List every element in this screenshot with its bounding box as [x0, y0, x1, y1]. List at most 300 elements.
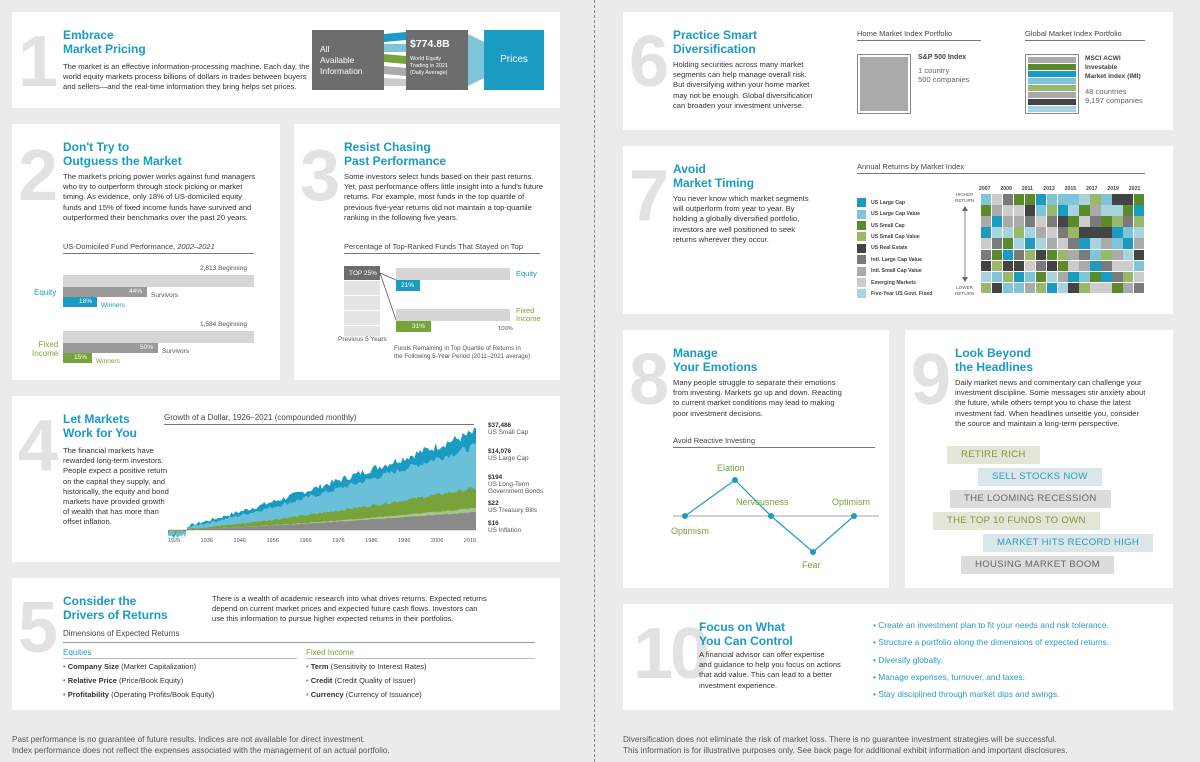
fixed-survivors-text: Survivors	[162, 348, 190, 355]
return-cell	[1014, 205, 1024, 216]
return-cell	[1101, 194, 1111, 205]
return-cell	[1047, 227, 1057, 238]
return-cell	[1058, 205, 1068, 216]
section-title: Consider the Drivers of Returns	[63, 594, 168, 622]
legend-item	[857, 228, 920, 238]
return-cell	[1025, 283, 1035, 294]
return-cell	[1123, 194, 1133, 205]
equity-label: Equity	[34, 288, 57, 297]
caption-rule	[857, 173, 1145, 174]
return-cell	[1123, 261, 1133, 272]
series-label	[488, 422, 528, 436]
previous-label: Previous 5 Years	[338, 336, 387, 343]
legend-label: Intl. Large Cap Value	[871, 256, 923, 263]
global-stripe-4	[1028, 78, 1076, 84]
fixed-stay-value: 31%	[412, 323, 426, 330]
return-cell	[1036, 250, 1046, 261]
legend-label: US Real Estate	[871, 245, 908, 252]
global-index: MSCI ACWI Investable Market Index (IMI)	[1085, 55, 1141, 80]
chart-caption: Percentage of Top-Ranked Funds That Stayed on Top	[344, 242, 523, 251]
section-9-card	[905, 330, 1173, 588]
return-cell	[1123, 238, 1133, 249]
return-cell	[1112, 272, 1122, 283]
legend-label: Emerging Markets	[871, 279, 916, 286]
equity-stay-label: Equity	[516, 269, 537, 278]
section-title: Don't Try to Outguess the Market	[63, 140, 182, 168]
return-cell	[1014, 250, 1024, 261]
growth-chart	[164, 426, 480, 544]
legend-label: US Small Cap	[871, 222, 905, 229]
equity-dimension-profitability: • Profitability (Operating Profits/Book Equity)	[63, 690, 215, 699]
year-label: 2017	[1086, 186, 1098, 192]
return-cell	[1134, 216, 1144, 227]
return-cell	[981, 205, 991, 216]
legend-item	[857, 217, 905, 227]
x-tick-label: 1966	[299, 538, 312, 544]
series-name: US Long-Term Government Bonds	[488, 481, 544, 496]
legend-label: Five-Year US Govt. Fixed	[871, 290, 933, 297]
return-cell	[1068, 283, 1078, 294]
return-cell	[1101, 272, 1111, 283]
section-number: 6	[629, 22, 667, 102]
section-body: You never know which market segments will outperform from year to year. By holding a globally diversified portfolio, investors are well positioned to seek returns wherever they occur.	[673, 194, 809, 244]
section-body: Some investors select funds based on their past returns. Yet, past performance offers little insight into a fund's future returns. For example, most funds in the top quartile of previous five-year returns did not maintain a top-quartile ranking in the following five years.	[344, 172, 544, 222]
fear-point	[810, 549, 816, 555]
timing-years	[981, 186, 1145, 194]
return-cell	[1068, 250, 1078, 261]
return-cell	[981, 216, 991, 227]
return-cell	[1101, 227, 1111, 238]
headline-housing-boom: HOUSING MARKET BOOM	[961, 556, 1114, 574]
return-cell	[1112, 216, 1122, 227]
legend-item	[857, 205, 921, 218]
section-number: 4	[18, 406, 56, 486]
return-cell	[1047, 205, 1057, 216]
equities-heading: Equities	[63, 648, 92, 657]
equity-survivors-text: Survivors	[151, 292, 179, 299]
chart-caption: Annual Returns by Market Index	[857, 162, 965, 171]
x-tick-label: 1936	[200, 538, 214, 544]
series-value: $22	[488, 500, 499, 507]
return-cell	[1003, 261, 1013, 272]
global-detail: 48 countries 9,197 companies	[1085, 87, 1143, 105]
control-bullet-discipline: • Stay disciplined through market dips and swings.	[873, 689, 1060, 699]
chart-caption: US-Domiciled Fund Performance, 2002–2021	[63, 242, 215, 251]
legend-item	[857, 274, 916, 284]
emotion-nervousness: Nervousness	[736, 497, 789, 507]
nervousness-point	[768, 513, 774, 519]
return-cell	[1003, 238, 1013, 249]
section-title: Let Markets Work for You	[63, 412, 138, 440]
return-cell	[1134, 250, 1144, 261]
series-label	[488, 448, 529, 462]
caption-rule	[673, 447, 875, 448]
return-cell	[1079, 250, 1089, 261]
year-label: 2011	[1021, 186, 1034, 192]
home-portfolio-box	[857, 54, 911, 114]
return-cell	[1079, 205, 1089, 216]
legend-label: US Large Cap Value	[871, 211, 921, 218]
fixed-winners-text: Winners	[96, 358, 120, 365]
global-stripe-3	[1028, 71, 1076, 77]
return-cell	[1123, 272, 1133, 283]
home-portfolio-title: Home Market Index Portfolio	[857, 29, 953, 38]
section-5-card	[12, 578, 560, 710]
global-portfolio-box	[1025, 54, 1079, 114]
caption-rule	[63, 253, 254, 254]
global-stripe-8	[1028, 106, 1076, 112]
return-cell	[992, 238, 1002, 249]
caption-rule	[164, 424, 474, 425]
headline-top-funds: THE TOP 10 FUNDS TO OWN	[933, 512, 1100, 530]
series-label	[488, 520, 521, 534]
return-cell	[1068, 238, 1078, 249]
return-cell	[1014, 261, 1024, 272]
return-cell	[1079, 227, 1089, 238]
headline-recession: THE LOOMING RECESSION	[950, 490, 1111, 508]
fixed-survivors-value: 50%	[140, 344, 154, 351]
emotion-optimism-end: Optimism	[832, 497, 870, 507]
section-body: A financial advisor can offer expertise and guidance to help you focus on actions that add value. This can lead to a better investment experience.	[699, 650, 841, 690]
return-cell	[1014, 272, 1024, 283]
year-label: 2019	[1107, 186, 1119, 192]
return-cell	[1003, 194, 1013, 205]
return-cell	[1101, 205, 1111, 216]
fixed-income-rule	[306, 658, 535, 659]
dimensions-rule	[63, 642, 535, 643]
section-number: 3	[300, 136, 338, 216]
return-cell	[1079, 272, 1089, 283]
return-cell	[1036, 194, 1046, 205]
return-cell	[1036, 205, 1046, 216]
x-tick-label: 1986	[365, 538, 378, 544]
return-cell	[1003, 272, 1013, 283]
return-cell	[1058, 272, 1068, 283]
quartile-box-5	[344, 326, 380, 336]
return-cell	[1047, 250, 1057, 261]
section-10-card	[623, 604, 1173, 710]
flow-arrow	[468, 30, 484, 90]
section-7-card	[623, 146, 1173, 314]
return-cell	[981, 238, 991, 249]
section-body: There is a wealth of academic research into what drives returns. Expected returns depend on current market prices and expected future cash flows. Investors can use this information to pursue higher expected returns in their portfolios.	[212, 594, 487, 624]
return-cell	[1068, 194, 1078, 205]
return-cell	[1058, 250, 1068, 261]
return-cell	[1134, 238, 1144, 249]
equity-stay-track	[396, 268, 510, 280]
return-cell	[1079, 261, 1089, 272]
series-value: $16	[488, 520, 499, 527]
return-cell	[1025, 194, 1035, 205]
return-cell	[981, 283, 991, 294]
fixed-beginning-bar	[63, 331, 254, 343]
return-cell	[1123, 283, 1133, 294]
headline-record-high: MARKET HITS RECORD HIGH	[983, 534, 1153, 552]
equities-rule	[63, 658, 297, 659]
return-cell	[1003, 283, 1013, 294]
section-number: 10	[633, 614, 708, 694]
fixed-dimension-term: • Term (Sensitivity to Interest Rates)	[306, 662, 427, 671]
return-cell	[992, 272, 1002, 283]
series-labels	[488, 422, 558, 542]
return-cell	[1112, 205, 1122, 216]
return-cell	[1090, 272, 1100, 283]
x-tick-label: 1926	[167, 538, 181, 544]
equity-dimension-price: • Relative Price (Price/Book Equity)	[63, 676, 184, 685]
footer-left: Past performance is no guarantee of future results. Indices are not available for direct investment. Index performance does not reflect the expenses associated with the management of an actual portfolio.	[12, 735, 390, 755]
connector-lines	[380, 266, 396, 336]
chart-caption: Avoid Reactive Investing	[673, 436, 755, 445]
return-cell	[1058, 238, 1068, 249]
return-cell	[1014, 216, 1024, 227]
return-cell	[1134, 205, 1144, 216]
series-name: US Small Cap	[488, 429, 529, 437]
section-body: The market's pricing power works against fund managers who try to outperform through stock picking or market timing. As evidence, only 18% of US-domiciled equity funds and 15% of fixed income funds have survived and outperformed their benchmarks over the past 20 years.	[63, 172, 256, 222]
return-cell	[992, 283, 1002, 294]
trading-amount-sub: World Equity Trading in 2021 (Daily Average)	[410, 56, 449, 76]
fixed-income-heading: Fixed Income	[306, 648, 355, 657]
return-cell	[1058, 227, 1068, 238]
return-cell	[1058, 216, 1068, 227]
return-cell	[981, 227, 991, 238]
return-cell	[1047, 194, 1057, 205]
return-cell	[1003, 250, 1013, 261]
return-arrow	[962, 206, 968, 282]
return-cell	[1090, 261, 1100, 272]
series-name: US Inflation	[488, 527, 522, 535]
return-cell	[1068, 227, 1078, 238]
chart-caption: Growth of a Dollar, 1926–2021 (compounded monthly)	[164, 413, 357, 422]
return-cell	[1079, 194, 1089, 205]
return-cell	[1101, 238, 1111, 249]
return-cell	[1014, 283, 1024, 294]
year-label: 2015	[1064, 186, 1077, 192]
legend-swatch	[857, 289, 866, 298]
section-number: 5	[18, 588, 56, 668]
return-cell	[1112, 227, 1122, 238]
info-box-label: All Available Information	[320, 44, 363, 76]
legend-item	[857, 240, 908, 250]
return-cell	[1036, 272, 1046, 283]
legend-item	[857, 251, 922, 261]
legend-label: US Small Cap Value	[871, 233, 920, 240]
year-label: 2013	[1043, 186, 1055, 192]
equity-winners-text: Winners	[101, 302, 125, 309]
return-cell	[1068, 261, 1078, 272]
series-value: $14,076	[488, 448, 512, 455]
fixed-stay-track	[396, 309, 510, 321]
global-stripe-7	[1028, 99, 1076, 105]
section-number: 2	[18, 136, 56, 216]
return-cell	[1047, 261, 1057, 272]
return-cell	[1025, 227, 1035, 238]
return-cell	[992, 261, 1002, 272]
section-body: Many people struggle to separate their emotions from investing. Markets go up and down. Reacting to current market conditions may lead to making poor investment decisions.	[673, 378, 842, 418]
section-body: Holding securities across many market segments can help manage overall risk. But diversifying within your home market may not be enough. Global diversification can broaden your investment universe.	[673, 60, 813, 110]
emotion-fear: Fear	[802, 560, 821, 570]
series-value: $37,486	[488, 422, 512, 429]
return-cell	[1058, 261, 1068, 272]
timing-legend	[857, 194, 947, 298]
section-title: Resist Chasing Past Performance	[344, 140, 447, 168]
return-cell	[1134, 283, 1144, 294]
emotion-cycle	[673, 460, 883, 570]
home-index: S&P 500 Index	[918, 54, 967, 61]
return-cell	[1123, 227, 1133, 238]
fixed-dimension-credit: • Credit (Credit Quality of Issuer)	[306, 676, 416, 685]
return-cell	[1047, 216, 1057, 227]
return-cell	[981, 194, 991, 205]
section-title: Avoid Market Timing	[673, 162, 755, 190]
return-cell	[1068, 272, 1078, 283]
return-cell	[1025, 250, 1035, 261]
flow-stripes	[384, 30, 406, 90]
section-body: Daily market news and commentary can challenge your investment discipline. Some messages stir anxiety about the future, while others tempt you to chase the latest investment fad. When headlines unsettle you, consider the source and maintain a long-term perspective.	[955, 378, 1146, 428]
return-cell	[1003, 205, 1013, 216]
x-tick-label: 2006	[430, 538, 444, 544]
return-cell	[1047, 283, 1057, 294]
control-bullet-structure: • Structure a portfolio along the dimensions of expected returns.	[873, 637, 1110, 647]
year-label: 2007	[979, 186, 991, 192]
year-label: 2021	[1128, 186, 1141, 192]
return-cell	[992, 216, 1002, 227]
control-bullet-plan: • Create an investment plan to fit your needs and risk tolerance.	[873, 620, 1109, 630]
trading-amount: $774.8B	[410, 38, 450, 50]
return-cell	[1068, 205, 1078, 216]
equity-survivors-value: 44%	[129, 288, 143, 295]
equity-beginning: 2,813 Beginning	[200, 265, 247, 272]
return-cell	[992, 194, 1002, 205]
return-cell	[1090, 194, 1100, 205]
return-cell	[1068, 216, 1078, 227]
return-cell	[1047, 238, 1057, 249]
x-tick-label: 2016	[463, 538, 477, 544]
section-title: Look Beyond the Headlines	[955, 346, 1034, 374]
return-cell	[1101, 250, 1111, 261]
section-8-card	[623, 330, 889, 588]
return-cell	[1025, 261, 1035, 272]
headline-retire-rich: RETIRE RICH	[947, 446, 1040, 464]
return-cell	[1014, 227, 1024, 238]
hundred-label: 100%	[498, 326, 513, 332]
fixed-beginning: 1,584 Beginning	[200, 321, 247, 328]
section-3-card	[294, 124, 560, 380]
home-detail: 1 country 500 companies	[918, 66, 970, 84]
return-cell	[1112, 250, 1122, 261]
section-2-card	[12, 124, 280, 380]
control-bullet-diversify: • Diversify globally.	[873, 655, 943, 665]
return-cell	[1123, 205, 1133, 216]
global-stripe-1	[1028, 57, 1076, 63]
series-label	[488, 500, 537, 514]
section-6-card	[623, 12, 1173, 130]
return-cell	[1134, 272, 1144, 283]
section-4-card	[12, 396, 560, 562]
global-stripe-2	[1028, 64, 1076, 70]
global-stripe-6	[1028, 92, 1076, 98]
emotion-optimism-start: Optimism	[671, 526, 709, 536]
top-quartile-label: TOP 25%	[349, 270, 377, 277]
legend-label: US Large Cap	[871, 199, 906, 206]
legend-item	[857, 194, 905, 204]
fixed-dimension-currency: • Currency (Currency of Issuance)	[306, 690, 422, 699]
return-cell	[1025, 205, 1035, 216]
return-cell	[1058, 194, 1068, 205]
series-label	[488, 474, 543, 496]
return-cell	[1090, 216, 1100, 227]
return-cell	[992, 205, 1002, 216]
return-cell	[1058, 283, 1068, 294]
section-number: 8	[629, 340, 667, 420]
equity-beginning-bar	[63, 275, 254, 287]
return-cell	[1014, 238, 1024, 249]
lower-return: LOWER RETURN	[955, 285, 975, 296]
return-cell	[1090, 283, 1100, 294]
fixed-stay-label: Fixed Income	[516, 306, 541, 323]
return-cell	[1101, 283, 1111, 294]
year-label: 2009	[1000, 186, 1012, 192]
return-cell	[1036, 216, 1046, 227]
x-tick-label: 1956	[266, 538, 279, 544]
emotion-elation: Elation	[717, 463, 745, 473]
return-cell	[1090, 250, 1100, 261]
elation-point	[732, 477, 738, 483]
legend-item	[857, 285, 932, 295]
return-cell	[1079, 216, 1089, 227]
return-cell	[1003, 216, 1013, 227]
prices-label: Prices	[500, 54, 528, 65]
page-divider	[594, 0, 595, 762]
section-title: Practice Smart Diversification	[673, 28, 758, 56]
section-number: 7	[629, 156, 667, 236]
return-cell	[1079, 283, 1089, 294]
return-cell	[1101, 261, 1111, 272]
return-cell	[1101, 216, 1111, 227]
return-cell	[1025, 238, 1035, 249]
return-cell	[1090, 238, 1100, 249]
section-body: The market is an effective information-processing machine. Each day, the world equity markets process billions of dollars in trades between buyers and sellers—and the real-time information they bring helps set prices.	[63, 62, 310, 92]
timing-grid	[981, 194, 1145, 294]
section-number: 1	[18, 22, 56, 102]
return-cell	[1112, 261, 1122, 272]
return-cell	[1003, 227, 1013, 238]
section-body: The financial markets have rewarded long-term investors. People expect a positive return on the capital they supply, and historically, the equity and bond markets have provided growth of wealth that has more than offset inflation.	[63, 446, 169, 527]
series-name: US Treasury Bills	[488, 507, 538, 515]
headline-sell-stocks: SELL STOCKS NOW	[978, 468, 1102, 486]
return-cell	[1079, 238, 1089, 249]
series-value: $194	[488, 474, 503, 481]
return-cell	[1090, 205, 1100, 216]
return-cell	[1025, 272, 1035, 283]
quartile-box-3	[344, 296, 380, 310]
x-tick-label: 1946	[233, 538, 247, 544]
global-portfolio-title: Global Market Index Portfolio	[1025, 29, 1122, 38]
return-cell	[992, 227, 1002, 238]
return-cell	[1036, 238, 1046, 249]
x-tick-label: 1996	[397, 538, 411, 544]
return-cell	[1025, 216, 1035, 227]
return-cell	[1134, 227, 1144, 238]
quartile-box-4	[344, 311, 380, 325]
optimism-end-point	[851, 513, 857, 519]
return-cell	[1123, 216, 1133, 227]
return-cell	[981, 272, 991, 283]
return-cell	[981, 250, 991, 261]
series-name: US Large Cap	[488, 455, 529, 463]
control-bullet-expenses: • Manage expenses, turnover, and taxes.	[873, 672, 1025, 682]
global-stripe-5	[1028, 85, 1076, 91]
dimensions-title: Dimensions of Expected Returns	[63, 629, 180, 638]
